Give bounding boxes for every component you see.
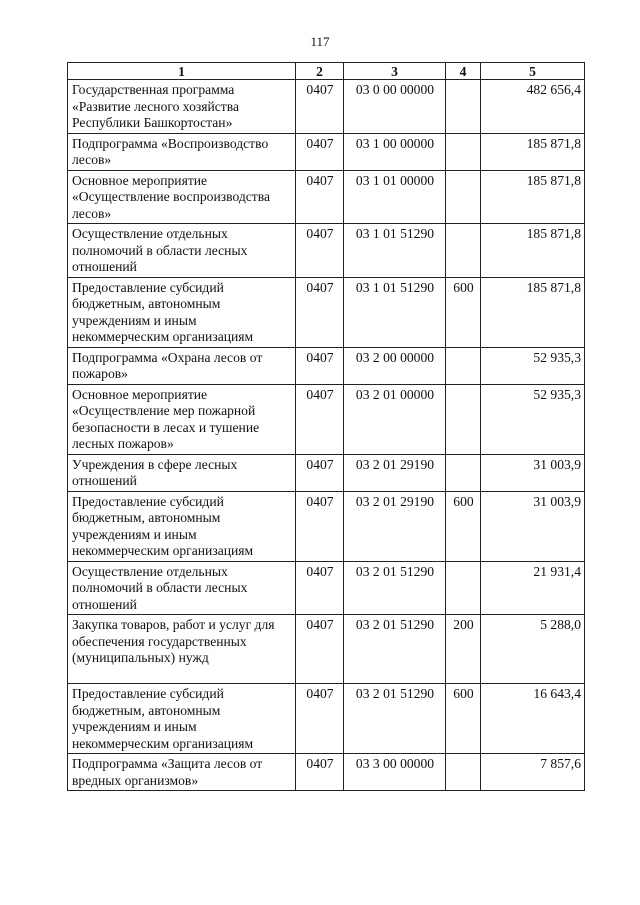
budget-table: [67, 62, 585, 791]
row-amount-cell: 21 931,4: [481, 561, 585, 615]
row-type-cell: 600: [446, 491, 481, 561]
table-body: [68, 80, 585, 791]
row-code-cell: 03 1 01 00000: [344, 170, 446, 224]
row-section-cell: 0407: [296, 561, 344, 615]
row-type-cell: 600: [446, 684, 481, 754]
table-row: [68, 347, 585, 384]
row-name-cell: Предоставление субсидий бюджетным, автономным учреждениям и иным некоммерческим организациям: [68, 491, 296, 561]
row-amount-cell: 185 871,8: [481, 133, 585, 170]
row-type-cell: [446, 133, 481, 170]
row-amount-cell: 185 871,8: [481, 224, 585, 278]
row-code-cell: 03 3 00 00000: [344, 754, 446, 791]
row-type-cell: [446, 454, 481, 491]
row-section-cell: 0407: [296, 384, 344, 454]
row-section-cell: 0407: [296, 224, 344, 278]
row-name-cell: Предоставление субсидий бюджетным, автономным учреждениям и иным некоммерческим организациям: [68, 684, 296, 754]
row-amount-cell: 52 935,3: [481, 384, 585, 454]
column-header: 5: [481, 63, 585, 80]
row-section-cell: 0407: [296, 454, 344, 491]
page-number: 117: [310, 34, 330, 49]
row-name-cell: Подпрограмма «Охрана лесов от пожаров»: [68, 347, 296, 384]
table-row: [68, 454, 585, 491]
row-name-cell: Подпрограмма «Защита лесов от вредных организмов»: [68, 754, 296, 791]
row-name-cell: Государственная программа «Развитие лесного хозяйства Республики Башкортостан»: [68, 80, 296, 134]
row-amount-cell: 7 857,6: [481, 754, 585, 791]
row-section-cell: 0407: [296, 170, 344, 224]
row-code-cell: 03 2 01 51290: [344, 561, 446, 615]
table-row: [68, 384, 585, 454]
row-amount-cell: 31 003,9: [481, 454, 585, 491]
row-code-cell: 03 2 01 00000: [344, 384, 446, 454]
row-code-cell: 03 1 00 00000: [344, 133, 446, 170]
row-section-cell: 0407: [296, 80, 344, 134]
row-section-cell: 0407: [296, 133, 344, 170]
table-row: [68, 561, 585, 615]
column-header: 2: [296, 63, 344, 80]
row-section-cell: 0407: [296, 347, 344, 384]
table-row: [68, 224, 585, 278]
row-code-cell: 03 2 01 29190: [344, 491, 446, 561]
table-row: [68, 277, 585, 347]
row-type-cell: [446, 80, 481, 134]
row-name-cell: Основное мероприятие «Осуществление воспроизводства лесов»: [68, 170, 296, 224]
column-header: 1: [68, 63, 296, 80]
row-amount-cell: 185 871,8: [481, 277, 585, 347]
table-row: [68, 170, 585, 224]
row-amount-cell: 185 871,8: [481, 170, 585, 224]
row-type-cell: [446, 561, 481, 615]
row-type-cell: [446, 754, 481, 791]
row-code-cell: 03 1 01 51290: [344, 224, 446, 278]
row-type-cell: [446, 384, 481, 454]
row-section-cell: 0407: [296, 754, 344, 791]
row-type-cell: [446, 170, 481, 224]
row-code-cell: 03 1 01 51290: [344, 277, 446, 347]
table-row: [68, 615, 585, 684]
row-section-cell: 0407: [296, 684, 344, 754]
row-name-cell: Подпрограмма «Воспроизводство лесов»: [68, 133, 296, 170]
row-name-cell: Осуществление отдельных полномочий в области лесных отношений: [68, 224, 296, 278]
row-amount-cell: 52 935,3: [481, 347, 585, 384]
column-header: 3: [344, 63, 446, 80]
row-name-cell: Основное мероприятие «Осуществление мер пожарной безопасности в лесах и тушение лесных пожаров»: [68, 384, 296, 454]
column-header: 4: [446, 63, 481, 80]
table-row: [68, 754, 585, 791]
row-code-cell: 03 2 01 51290: [344, 615, 446, 684]
row-type-cell: 600: [446, 277, 481, 347]
row-name-cell: Закупка товаров, работ и услуг для обеспечения государственных (муниципальных) нужд: [68, 615, 296, 684]
row-type-cell: [446, 347, 481, 384]
row-type-cell: [446, 224, 481, 278]
row-name-cell: Предоставление субсидий бюджетным, автономным учреждениям и иным некоммерческим организациям: [68, 277, 296, 347]
row-name-cell: Учреждения в сфере лесных отношений: [68, 454, 296, 491]
row-section-cell: 0407: [296, 277, 344, 347]
table-row: [68, 491, 585, 561]
row-name-cell: Осуществление отдельных полномочий в области лесных отношений: [68, 561, 296, 615]
row-section-cell: 0407: [296, 615, 344, 684]
row-type-cell: 200: [446, 615, 481, 684]
table-row: [68, 133, 585, 170]
row-code-cell: 03 2 01 29190: [344, 454, 446, 491]
row-section-cell: 0407: [296, 491, 344, 561]
row-amount-cell: 482 656,4: [481, 80, 585, 134]
row-amount-cell: 31 003,9: [481, 491, 585, 561]
table-row: [68, 684, 585, 754]
table-header-row: [68, 63, 585, 80]
table-row: [68, 80, 585, 134]
row-amount-cell: 5 288,0: [481, 615, 585, 684]
row-code-cell: 03 2 00 00000: [344, 347, 446, 384]
row-amount-cell: 16 643,4: [481, 684, 585, 754]
row-code-cell: 03 0 00 00000: [344, 80, 446, 134]
row-code-cell: 03 2 01 51290: [344, 684, 446, 754]
